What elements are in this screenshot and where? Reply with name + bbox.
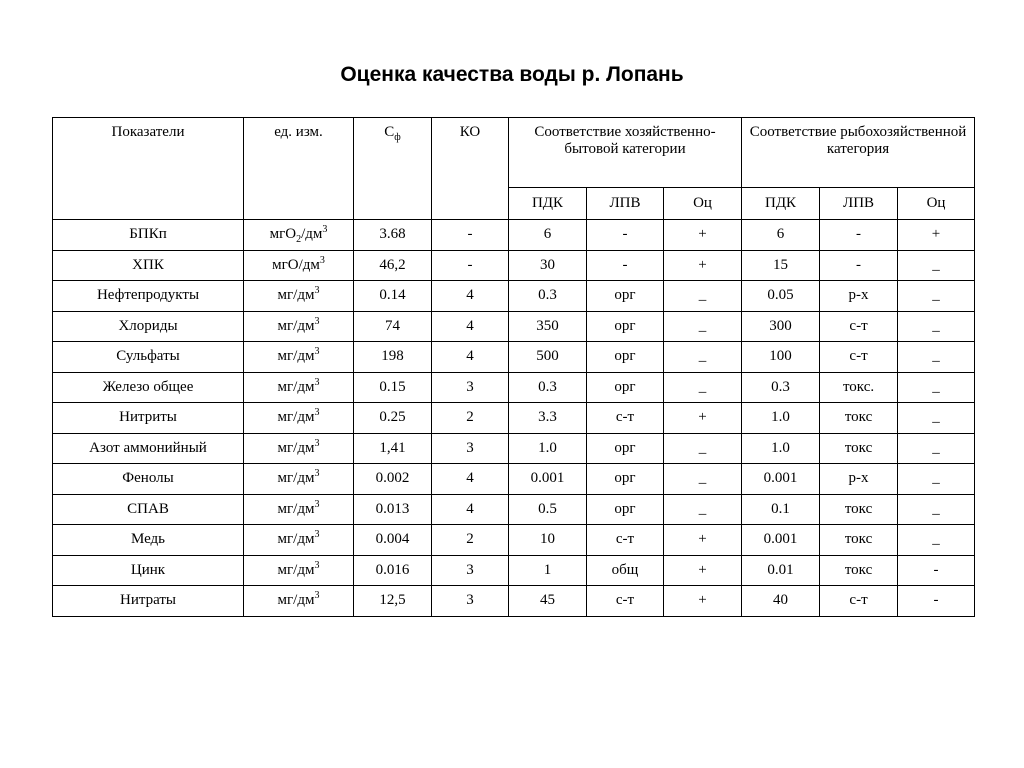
- cell-household-pdk: 1.0: [509, 433, 587, 464]
- cell-indicator-name: Хлориды: [53, 311, 244, 342]
- cell-fishery-lpv: р-х: [820, 464, 898, 495]
- unit-superscript: 3: [314, 315, 320, 327]
- cell-household-oc: _: [664, 311, 742, 342]
- table-row: [53, 433, 975, 464]
- table-row: [53, 403, 975, 434]
- header-cf: [354, 118, 432, 220]
- cell-indicator-name: Фенолы: [53, 464, 244, 495]
- cell-fishery-pdk: 0.05: [742, 281, 820, 312]
- unit-superscript: 3: [314, 529, 320, 541]
- cell-cf: 1,41: [354, 433, 432, 464]
- cell-fishery-pdk: 300: [742, 311, 820, 342]
- cell-indicator-name: Медь: [53, 525, 244, 556]
- cell-indicator-name: СПАВ: [53, 494, 244, 525]
- cell-fishery-pdk: 0.01: [742, 555, 820, 586]
- cell-cf: 0.013: [354, 494, 432, 525]
- cell-household-lpv: орг: [587, 372, 664, 403]
- unit-superscript: 3: [319, 254, 325, 266]
- cell-household-pdk: 0.5: [509, 494, 587, 525]
- cell-household-pdk: 0.001: [509, 464, 587, 495]
- unit-per: /дм: [293, 531, 315, 548]
- cell-household-pdk: 10: [509, 525, 587, 556]
- unit-per: /дм: [293, 317, 315, 334]
- cell-fishery-lpv: токс: [820, 494, 898, 525]
- page-title: Оценка качества воды р. Лопань: [340, 63, 684, 86]
- cell-cf: 0.15: [354, 372, 432, 403]
- cell-fishery-pdk: 40: [742, 586, 820, 617]
- unit-per: /дм: [293, 378, 315, 395]
- header-units: ед. изм.: [244, 118, 354, 220]
- cell-household-oc: _: [664, 372, 742, 403]
- header-household-oc: Оц: [664, 188, 742, 220]
- unit-per: /дм: [301, 226, 323, 243]
- cell-unit: [244, 464, 354, 495]
- unit-per: /дм: [293, 409, 315, 426]
- header-fishery-oc: Оц: [898, 188, 975, 220]
- cell-unit: [244, 403, 354, 434]
- cell-indicator-name: Цинк: [53, 555, 244, 586]
- header-cf-main: С: [384, 124, 395, 140]
- cell-indicator-name: Нефтепродукты: [53, 281, 244, 312]
- cell-indicator-name: Азот аммонийный: [53, 433, 244, 464]
- unit-per: /дм: [293, 439, 315, 456]
- unit-superscript: 3: [322, 224, 328, 236]
- cell-fishery-pdk: 0.1: [742, 494, 820, 525]
- cell-fishery-lpv: -: [820, 220, 898, 251]
- unit-superscript: 3: [314, 437, 320, 449]
- cell-cf: 0.14: [354, 281, 432, 312]
- cell-indicator-name: Нитриты: [53, 403, 244, 434]
- unit-base: мг: [277, 348, 294, 365]
- unit-base: мг: [277, 378, 294, 395]
- cell-fishery-lpv: токс: [820, 555, 898, 586]
- unit-superscript: 3: [314, 590, 320, 602]
- unit-base: мг: [277, 287, 294, 304]
- cell-indicator-name: Нитраты: [53, 586, 244, 617]
- header-fishery-lpv: ЛПВ: [820, 188, 898, 220]
- table-row: [53, 250, 975, 281]
- cell-household-lpv: с-т: [587, 403, 664, 434]
- cell-household-pdk: 0.3: [509, 372, 587, 403]
- header-household-group: Соответствие хозяйственно-бытовой категории: [509, 118, 742, 188]
- unit-superscript: 3: [314, 559, 320, 571]
- cell-fishery-oc: _: [898, 403, 975, 434]
- cell-household-lpv: с-т: [587, 586, 664, 617]
- cell-unit: [244, 555, 354, 586]
- cell-cf: 3.68: [354, 220, 432, 251]
- cell-ko: 4: [432, 311, 509, 342]
- header-household-pdk: ПДК: [509, 188, 587, 220]
- cell-ko: -: [432, 220, 509, 251]
- cell-household-lpv: орг: [587, 494, 664, 525]
- unit-base: мг: [277, 439, 294, 456]
- cell-household-oc: _: [664, 494, 742, 525]
- cell-ko: 4: [432, 464, 509, 495]
- cell-fishery-pdk: 0.3: [742, 372, 820, 403]
- cell-unit: [244, 494, 354, 525]
- cell-cf: 0.002: [354, 464, 432, 495]
- cell-unit: [244, 281, 354, 312]
- cell-ko: 2: [432, 403, 509, 434]
- cell-fishery-oc: _: [898, 342, 975, 373]
- cell-cf: 0.016: [354, 555, 432, 586]
- cell-household-pdk: 30: [509, 250, 587, 281]
- unit-base: мг: [277, 317, 294, 334]
- unit-per: /дм: [293, 470, 315, 487]
- cell-ko: -: [432, 250, 509, 281]
- cell-indicator-name: Железо общее: [53, 372, 244, 403]
- cell-household-lpv: с-т: [587, 525, 664, 556]
- cell-cf: 0.004: [354, 525, 432, 556]
- unit-base: мг: [277, 409, 294, 426]
- cell-fishery-lpv: с-т: [820, 342, 898, 373]
- cell-unit: [244, 372, 354, 403]
- cell-household-pdk: 45: [509, 586, 587, 617]
- cell-fishery-lpv: токс: [820, 433, 898, 464]
- cell-ko: 4: [432, 281, 509, 312]
- cell-household-oc: +: [664, 250, 742, 281]
- table-row: [53, 494, 975, 525]
- cell-fishery-oc: _: [898, 281, 975, 312]
- cell-unit: [244, 525, 354, 556]
- cell-indicator-name: БПКп: [53, 220, 244, 251]
- table-row: [53, 220, 975, 251]
- header-indicators: Показатели: [53, 118, 244, 220]
- cell-fishery-pdk: 1.0: [742, 433, 820, 464]
- cell-fishery-oc: _: [898, 311, 975, 342]
- cell-household-pdk: 6: [509, 220, 587, 251]
- cell-household-oc: +: [664, 403, 742, 434]
- cell-fishery-lpv: р-х: [820, 281, 898, 312]
- cell-household-lpv: орг: [587, 342, 664, 373]
- cell-household-lpv: орг: [587, 281, 664, 312]
- unit-superscript: 3: [314, 376, 320, 388]
- cell-fishery-pdk: 100: [742, 342, 820, 373]
- cell-ko: 3: [432, 555, 509, 586]
- unit-base: мг: [277, 500, 294, 517]
- table-row: [53, 342, 975, 373]
- cell-household-oc: _: [664, 464, 742, 495]
- unit-base: мгО: [269, 226, 297, 243]
- cell-cf: 198: [354, 342, 432, 373]
- cell-fishery-lpv: токс.: [820, 372, 898, 403]
- cell-household-pdk: 1: [509, 555, 587, 586]
- cell-fishery-lpv: с-т: [820, 586, 898, 617]
- table-row: [53, 281, 975, 312]
- cell-fishery-oc: _: [898, 464, 975, 495]
- table-row: [53, 311, 975, 342]
- cell-unit: [244, 220, 354, 251]
- cell-fishery-pdk: 6: [742, 220, 820, 251]
- cell-fishery-oc: _: [898, 525, 975, 556]
- cell-fishery-pdk: 0.001: [742, 525, 820, 556]
- cell-unit: [244, 586, 354, 617]
- cell-household-lpv: -: [587, 220, 664, 251]
- cell-fishery-oc: _: [898, 494, 975, 525]
- cell-fishery-oc: +: [898, 220, 975, 251]
- cell-household-pdk: 500: [509, 342, 587, 373]
- cell-indicator-name: Сульфаты: [53, 342, 244, 373]
- cell-household-pdk: 350: [509, 311, 587, 342]
- cell-fishery-oc: _: [898, 433, 975, 464]
- cell-fishery-pdk: 0.001: [742, 464, 820, 495]
- cell-indicator-name: ХПК: [53, 250, 244, 281]
- cell-cf: 12,5: [354, 586, 432, 617]
- cell-household-lpv: общ: [587, 555, 664, 586]
- header-fishery-pdk: ПДК: [742, 188, 820, 220]
- unit-superscript: 3: [314, 498, 320, 510]
- cell-fishery-lpv: токс: [820, 403, 898, 434]
- unit-superscript: 3: [314, 346, 320, 358]
- header-cf-sub: ф: [394, 132, 401, 143]
- cell-household-pdk: 3.3: [509, 403, 587, 434]
- unit-superscript: 3: [314, 407, 320, 419]
- cell-unit: [244, 342, 354, 373]
- header-household-lpv: ЛПВ: [587, 188, 664, 220]
- cell-fishery-lpv: токс: [820, 525, 898, 556]
- cell-household-lpv: орг: [587, 464, 664, 495]
- cell-cf: 46,2: [354, 250, 432, 281]
- unit-base: мг: [277, 561, 294, 578]
- unit-base: мг: [277, 470, 294, 487]
- water-quality-table: [52, 117, 975, 617]
- unit-superscript: 3: [314, 468, 320, 480]
- cell-ko: 4: [432, 494, 509, 525]
- cell-household-oc: +: [664, 586, 742, 617]
- unit-subscript: 2: [296, 234, 302, 246]
- unit-per: /дм: [293, 348, 315, 365]
- cell-household-oc: _: [664, 433, 742, 464]
- unit-per: /дм: [293, 592, 315, 609]
- unit-base: мгО: [272, 256, 299, 273]
- header-fishery-group: Соответствие рыбохозяйственной категория: [742, 118, 975, 188]
- unit-base: мг: [277, 592, 294, 609]
- header-row-top: [53, 118, 975, 188]
- unit-per: /дм: [293, 500, 315, 517]
- unit-per: /дм: [293, 561, 315, 578]
- table-row: [53, 464, 975, 495]
- cell-cf: 74: [354, 311, 432, 342]
- cell-ko: 3: [432, 586, 509, 617]
- cell-household-pdk: 0.3: [509, 281, 587, 312]
- header-ko: КО: [432, 118, 509, 220]
- unit-superscript: 3: [314, 285, 320, 297]
- cell-fishery-oc: -: [898, 586, 975, 617]
- cell-ko: 2: [432, 525, 509, 556]
- cell-fishery-lpv: с-т: [820, 311, 898, 342]
- cell-household-oc: +: [664, 220, 742, 251]
- table-row: [53, 372, 975, 403]
- table-row: [53, 555, 975, 586]
- table-row: [53, 586, 975, 617]
- cell-household-oc: +: [664, 525, 742, 556]
- cell-fishery-lpv: -: [820, 250, 898, 281]
- unit-per: /дм: [298, 256, 320, 273]
- cell-fishery-oc: _: [898, 372, 975, 403]
- cell-household-lpv: -: [587, 250, 664, 281]
- cell-ko: 3: [432, 372, 509, 403]
- cell-unit: [244, 250, 354, 281]
- cell-fishery-pdk: 1.0: [742, 403, 820, 434]
- cell-unit: [244, 311, 354, 342]
- cell-ko: 3: [432, 433, 509, 464]
- cell-household-oc: _: [664, 342, 742, 373]
- cell-household-lpv: орг: [587, 433, 664, 464]
- cell-cf: 0.25: [354, 403, 432, 434]
- cell-household-oc: +: [664, 555, 742, 586]
- cell-household-oc: _: [664, 281, 742, 312]
- unit-base: мг: [277, 531, 294, 548]
- cell-fishery-oc: _: [898, 250, 975, 281]
- cell-unit: [244, 433, 354, 464]
- cell-fishery-oc: -: [898, 555, 975, 586]
- table-row: [53, 525, 975, 556]
- cell-ko: 4: [432, 342, 509, 373]
- cell-household-lpv: орг: [587, 311, 664, 342]
- unit-per: /дм: [293, 287, 315, 304]
- cell-fishery-pdk: 15: [742, 250, 820, 281]
